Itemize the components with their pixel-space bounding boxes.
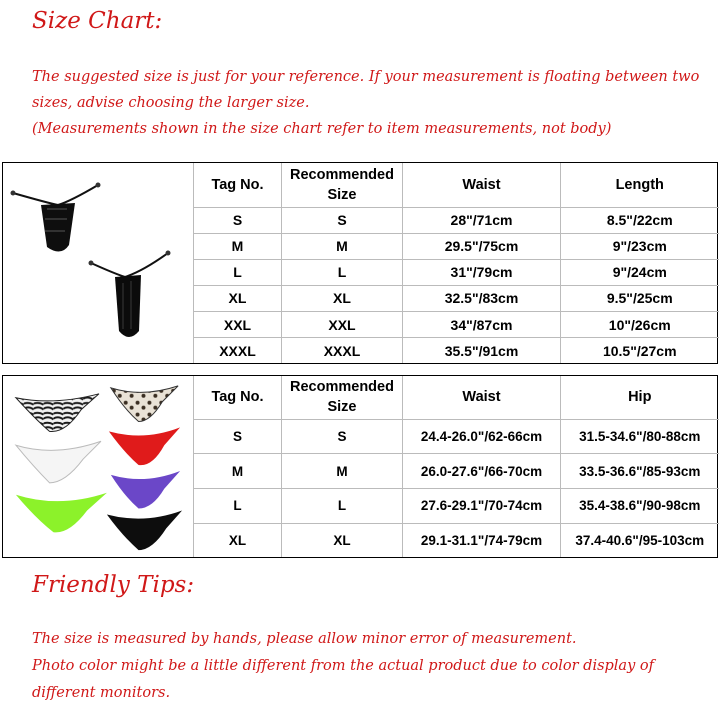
cell: M (282, 233, 403, 259)
cell: S (194, 207, 282, 233)
table-row (194, 338, 719, 363)
cell: M (282, 454, 403, 489)
friendly-tips-title: Friendly Tips: (32, 572, 195, 598)
cell: 29.1-31.1"/74-79cm (403, 523, 561, 557)
cell: S (282, 419, 403, 454)
black-thong-image (3, 163, 193, 363)
tips-line-2: Photo color might be a little different from the actual product due to color display of different monitors. (32, 658, 654, 701)
header-length: Length (561, 163, 719, 207)
cell: 27.6-29.1"/70-74cm (403, 489, 561, 524)
header-waist: Waist (403, 163, 561, 207)
header-waist: Waist (403, 376, 561, 419)
tips-line-1: The size is measured by hands, please allow minor error of measurement. (32, 631, 577, 647)
cell: S (282, 207, 403, 233)
cell: 35.4-38.6"/90-98cm (561, 489, 719, 524)
table-header-row (194, 163, 719, 207)
cell: 9.5"/25cm (561, 285, 719, 311)
cell: 8.5"/22cm (561, 207, 719, 233)
header-recommended-size: Recommended Size (282, 376, 403, 419)
size-chart-title: Size Chart: (32, 8, 163, 34)
cell: 28"/71cm (403, 207, 561, 233)
cell: L (282, 489, 403, 524)
tips-text (32, 626, 712, 707)
header-tag-no: Tag No. (194, 163, 282, 207)
intro-line-1: The suggested size is just for your reference. If your measurement is floating between two sizes, advise choosing the larger size. (32, 69, 700, 111)
cell: 33.5-36.6"/85-93cm (561, 454, 719, 489)
cell: 37.4-40.6"/95-103cm (561, 523, 719, 557)
table-row (194, 489, 719, 524)
header-hip: Hip (561, 376, 719, 419)
header-recommended-size: Recommended Size (282, 163, 403, 207)
product-photo-black-thong (3, 163, 194, 363)
table-row (194, 523, 719, 557)
cell: L (194, 259, 282, 285)
cell: XL (194, 523, 282, 557)
cell: 9"/24cm (561, 259, 719, 285)
table-header-row (194, 376, 719, 419)
cell: 31"/79cm (403, 259, 561, 285)
cell: XXL (282, 312, 403, 338)
product-photo-color-thongs (3, 376, 194, 557)
table-row (194, 312, 719, 338)
cell: L (194, 489, 282, 524)
color-thongs-image (3, 376, 193, 557)
cell: 26.0-27.6"/66-70cm (403, 454, 561, 489)
size-table-1 (193, 163, 719, 363)
cell: 10.5"/27cm (561, 338, 719, 363)
cell: 10"/26cm (561, 312, 719, 338)
size-chart-2 (2, 375, 718, 558)
cell: XL (282, 523, 403, 557)
table-row (194, 285, 719, 311)
intro-line-2: (Measurements shown in the size chart refer to item measurements, not body) (32, 121, 612, 137)
cell: 31.5-34.6"/80-88cm (561, 419, 719, 454)
size-table-2 (193, 376, 719, 557)
intro-text (32, 64, 712, 142)
cell: 29.5"/75cm (403, 233, 561, 259)
cell: XXL (194, 312, 282, 338)
cell: XL (282, 285, 403, 311)
table-row (194, 259, 719, 285)
table-row (194, 233, 719, 259)
cell: XL (194, 285, 282, 311)
header-tag-no: Tag No. (194, 376, 282, 419)
table-row (194, 207, 719, 233)
cell: M (194, 454, 282, 489)
cell: 35.5"/91cm (403, 338, 561, 363)
cell: 32.5"/83cm (403, 285, 561, 311)
cell: 34"/87cm (403, 312, 561, 338)
cell: S (194, 419, 282, 454)
cell: XXXL (194, 338, 282, 363)
cell: L (282, 259, 403, 285)
table-row (194, 454, 719, 489)
cell: 9"/23cm (561, 233, 719, 259)
table-row (194, 419, 719, 454)
cell: M (194, 233, 282, 259)
cell: XXXL (282, 338, 403, 363)
cell: 24.4-26.0"/62-66cm (403, 419, 561, 454)
size-chart-1 (2, 162, 718, 364)
